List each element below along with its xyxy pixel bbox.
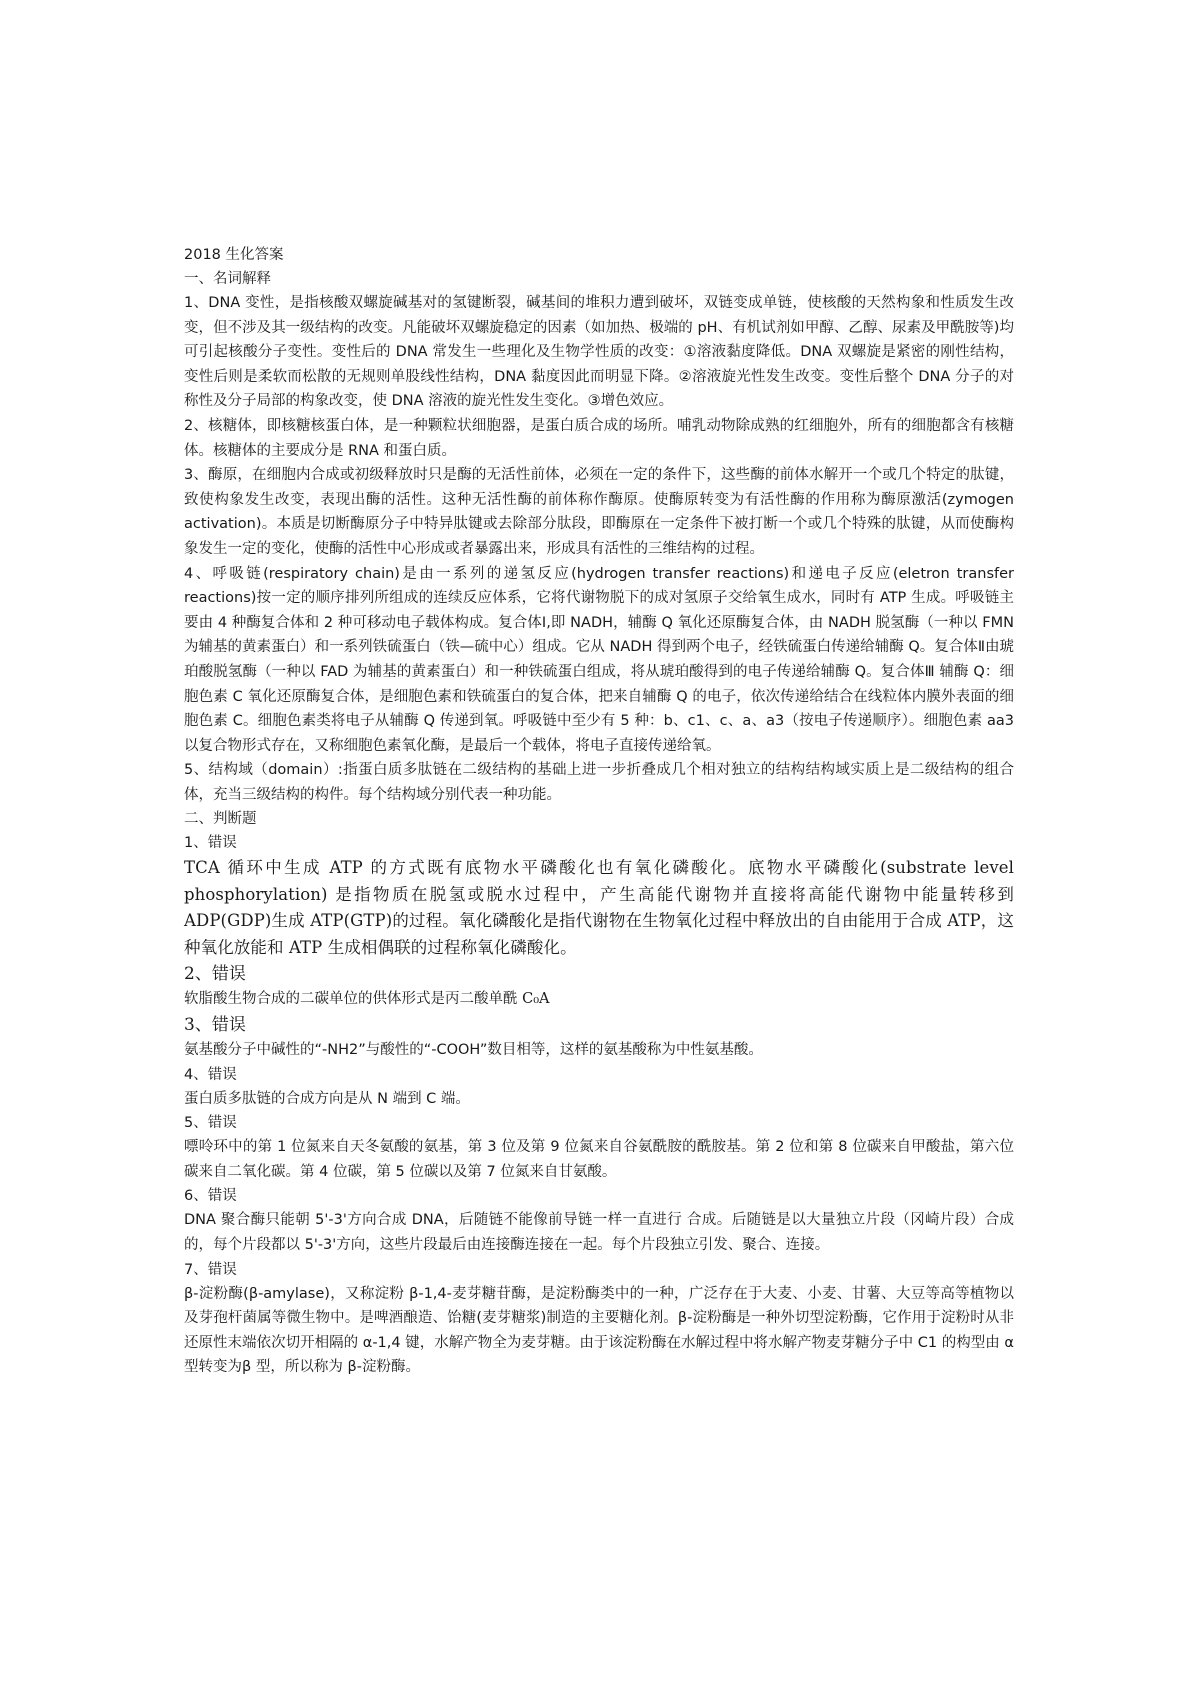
definition-item-ribosome: 2、核糖体，即核糖核蛋白体，是一种颗粒状细胞器，是蛋白质合成的场所。哺乳动物除成熟的红细胞外，所有的细胞都含有核糖体。核糖体的主要成分是 RNA 和蛋白质。: [184, 417, 1014, 459]
answer-label-4: 4、错误: [184, 1066, 237, 1083]
definition-item-dna-denaturation: 1、DNA 变性，是指核酸双螺旋碱基对的氢键断裂，碱基间的堆积力遭到破坏，双链变成单链，使核酸的天然构象和性质发生改变，但不涉及其一级结构的改变。凡能破坏双螺旋稳定的因素（如加热、极端的 pH、有机试剂如甲醇、乙醇、尿素及甲酰胺等)均可引起核酸分子变性。变性后的 DNA 常发生一些理化及生物学性质的改变：①溶液黏度降低。DNA 双螺旋是紧密的刚性结构，变性后则是柔软而松散的无规则单股线性结构，DNA 黏度因此而明显下降。②溶液旋光性发生改变。变性后整个 DNA 分子的对称性及分子局部的构象改变，使 DNA 溶液的旋光性发生变化。③增色效应。: [184, 295, 1014, 410]
document-title: 2018 生化答案: [184, 247, 284, 263]
answer-label-3: 3、错误: [184, 1015, 246, 1036]
section-heading-definitions: 一、名词解释: [184, 271, 271, 287]
document-page: [184, 243, 1014, 1380]
section-heading-true-false: 二、判断题: [184, 811, 257, 828]
definition-item-respiratory-chain: 4、呼吸链(respiratory chain)是由一系列的递氢反应(hydrogen transfer reactions)和递电子反应(eletron transfer reactions)按一定的顺序排列所组成的连续反应体系，它将代谢物脱下的成对氢原子交给氧生成水，同时有 ATP 生成。呼吸链主要由 4 种酶复合体和 2 种可移动电子载体构成。复合体Ⅰ,即 NADH，辅酶 Q 氧化还原酶复合体，由 NADH 脱氢酶（一种以 FMN 为辅基的黄素蛋白）和一系列铁硫蛋白（铁—硫中心）组成。它从 NADH 得到两个电子，经铁硫蛋白传递给辅酶 Q。复合体Ⅱ由琥珀酸脱氢酶（一种以 FAD 为辅基的黄素蛋白）和一种铁硫蛋白组成，将从琥珀酸得到的电子传递给辅酶 Q。复合体Ⅲ 辅酶 Q：细胞色素 C 氧化还原酶复合体，是细胞色素和铁硫蛋白的复合体，把来自辅酶 Q 的电子，依次传递给结合在线粒体内膜外表面的细胞色素 C。细胞色素类将电子从辅酶 Q 传递到氧。呼吸链中至少有 5 种：b、c1、c、a、a3（按电子传递顺序）。细胞色素 aa3 以复合物形式存在，又称细胞色素氧化酶，是最后一个载体，将电子直接传递给氧。: [184, 565, 1014, 754]
answer-label-7: 7、错误: [184, 1261, 237, 1278]
answer-label-2: 2、错误: [184, 964, 246, 985]
answer-text-5: 嘌呤环中的第 1 位氮来自天冬氨酸的氨基，第 3 位及第 9 位氮来自谷氨酰胺的酰胺基。第 2 位和第 8 位碳来自甲酸盐，第六位碳来自二氧化碳。第 4 位碳，第 5 位碳以及第 7 位氮来自甘氨酸。: [184, 1139, 1014, 1180]
answer-label-6: 6、错误: [184, 1188, 237, 1205]
answer-label-1: 1、错误: [184, 835, 237, 852]
definition-item-zymogen: 3、酶原，在细胞内合成或初级释放时只是酶的无活性前体，必须在一定的条件下，这些酶的前体水解开一个或几个特定的肽键，致使构象发生改变，表现出酶的活性。这种无活性酶的前体称作酶原。使酶原转变为有活性酶的作用称为酶原激活(zymogen activation)。本质是切断酶原分子中特异肽键或去除部分肽段，即酶原在一定条件下被打断一个或几个特殊的肽键，从而使酶构象发生一定的变化，使酶的活性中心形成或者暴露出来，形成具有活性的三维结构的过程。: [184, 467, 1014, 557]
answer-label-5: 5、错误: [184, 1115, 237, 1132]
answer-text-3: 氨基酸分子中碱性的“-NH2”与酸性的“-COOH”数目相等，这样的氨基酸称为中性氨基酸。: [184, 1042, 763, 1059]
answer-text-2: 软脂酸生物合成的二碳单位的供体形式是丙二酸单酰 C₀A: [184, 991, 550, 1008]
answer-text-4: 蛋白质多肽链的合成方向是从 N 端到 C 端。: [184, 1090, 470, 1107]
answer-text-7: β-淀粉酶(β-amylase)，又称淀粉 β-1,4-麦芽糖苷酶，是淀粉酶类中的一种，广泛存在于大麦、小麦、甘薯、大豆等高等植物以及芽孢杆菌属等微生物中。是啤酒酿造、饴糖(麦芽糖浆)制造的主要糖化剂。β-淀粉酶是一种外切型淀粉酶，它作用于淀粉时从非还原性末端依次切开相隔的 α-1,4 键，水解产物全为麦芽糖。由于该淀粉酶在水解过程中将水解产物麦芽糖分子中 C1 的构型由 α 型转变为β 型，所以称为 β-淀粉酶。: [184, 1285, 1014, 1376]
definition-item-domain: 5、结构域（domain）:指蛋白质多肽链在二级结构的基础上进一步折叠成几个相对独立的结构结构域实质上是二级结构的组合体，充当三级结构的构件。每个结构域分别代表一种功能。: [184, 762, 1014, 803]
answer-text-6: DNA 聚合酶只能朝 5'-3'方向合成 DNA，后随链不能像前导链一样一直进行 合成。后随链是以大量独立片段（冈崎片段）合成的，每个片段都以 5'-3'方向，这些片段最后由连接酶连接在一起。每个片段独立引发、聚合、连接。: [184, 1212, 1014, 1254]
answer-text-1: TCA 循环中生成 ATP 的方式既有底物水平磷酸化也有氧化磷酸化。底物水平磷酸化(substrate level phosphorylation) 是指物质在脱氢或脱水过程中，产生高能代谢物并直接将高能代谢物中能量转移到 ADP(GDP)生成 ATP(GTP)的过程。氧化磷酸化是指代谢物在生物氧化过程中释放出的自由能用于合成 ATP，这种氧化放能和 ATP 生成相偶联的过程称氧化磷酸化。: [184, 858, 1014, 957]
